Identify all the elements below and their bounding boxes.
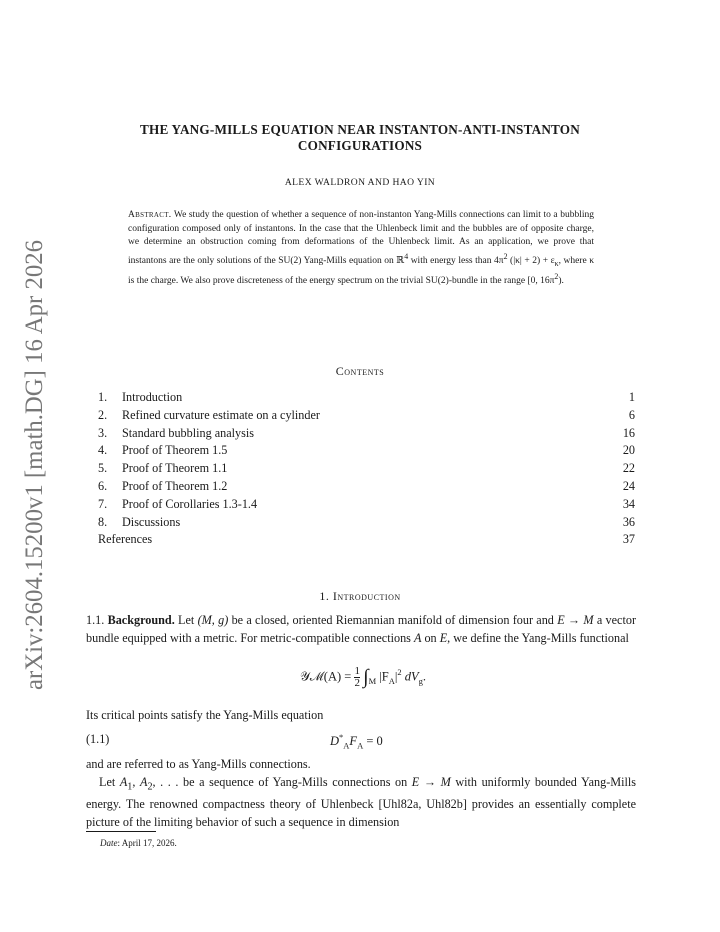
toc-item[interactable]: 5. Proof of Theorem 1.1 22 (98, 461, 635, 476)
title-line-2: CONFIGURATIONS (297, 138, 423, 153)
footnote-divider (86, 831, 156, 832)
paragraph-critical-points: Its critical points satisfy the Yang-Mills equation (86, 708, 324, 722)
title-line-1: THE YANG-MILLS EQUATION NEAR INSTANTON-ANTI-INSTANTON (139, 122, 580, 137)
toc-item-references[interactable]: References 37 (98, 532, 635, 547)
equation-number: (1.1) (86, 732, 110, 746)
yang-mills-functional-equation: 𝒴ℳ(A) = $\frac{1}{2}$ $\int_M$ $|F_A|^2$ $dV_g$. (300, 665, 427, 689)
paper-title (80, 122, 640, 154)
arxiv-identifier-stamp (18, 240, 50, 690)
yang-mills-equation: $D^*_AF_A = 0$ (330, 732, 383, 751)
footnote-date: Date: April 17, 2026. (100, 838, 177, 848)
paragraph-uhlenbeck: Let $A_1$, $A_2$, . . . be a sequence of Yang-Mills connections on E → M with uniformly bounded Yang-Mills energy. The renowned compactness theory of Uhlenbeck [Uhl82a, Uhl82b] provides an essentially complete picture of the limiting behavior of such a sequence in dimension (86, 775, 636, 830)
authors: ALEX WALDRON AND HAO YIN (284, 177, 436, 188)
toc-item[interactable]: 6. Proof of Theorem 1.2 24 (98, 478, 635, 493)
paragraph-background: 1.1. Background. Let (M, g) be a closed, oriented Riemannian manifold of dimension four and E → M a vector bundle equipped with a metric. For metric-compatible connections A on E, we define the Yang-Mills functional (86, 613, 636, 645)
arxiv-stamp-text: arXiv:2604.15200v1 [math.DG] 16 Apr 2026 (21, 240, 48, 690)
toc-item[interactable]: 4. Proof of Theorem 1.5 20 (98, 443, 635, 458)
toc-item[interactable]: 3. Standard bubbling analysis 16 (98, 425, 635, 440)
toc-item[interactable]: 7. Proof of Corollaries 1.3-1.4 34 (98, 496, 635, 511)
subsection-title: Background. (107, 613, 175, 627)
paragraph-connections: and are referred to as Yang-Mills connections. (86, 757, 311, 771)
section-heading-introduction: 1. Introduction (319, 589, 401, 603)
abstract-heading: Abstract. (128, 210, 172, 220)
abstract: Abstract. We study the question of whether a sequence of non-instanton Yang-Mills connections can limit to a bubbling configuration composed only of instantons. In the case that the Uhlenbeck limit and the bubbles are of opposite charge, we determine an obstruction coming from deformations of the Uhlenbeck limit. As an application, we prove that instantons are the only solutions of the SU(2) Yang-Mills equation on ℝ$^4$ with energy less than $4\pi^2$ $(|\kappa| + 2) + \varepsilon_\kappa$, where κ is the charge. We also prove discreteness of the energy spectrum on the trivial SU(2)-bundle in the range [0, $16\pi^2$). (128, 210, 595, 287)
toc-item[interactable]: 8. Discussions 36 (98, 514, 635, 529)
toc-item[interactable]: 2. Refined curvature estimate on a cylinder 6 (98, 407, 635, 422)
table-of-contents (98, 389, 635, 549)
contents-heading: Contents (335, 364, 385, 378)
toc-item[interactable]: 1. Introduction 1 (98, 390, 635, 404)
